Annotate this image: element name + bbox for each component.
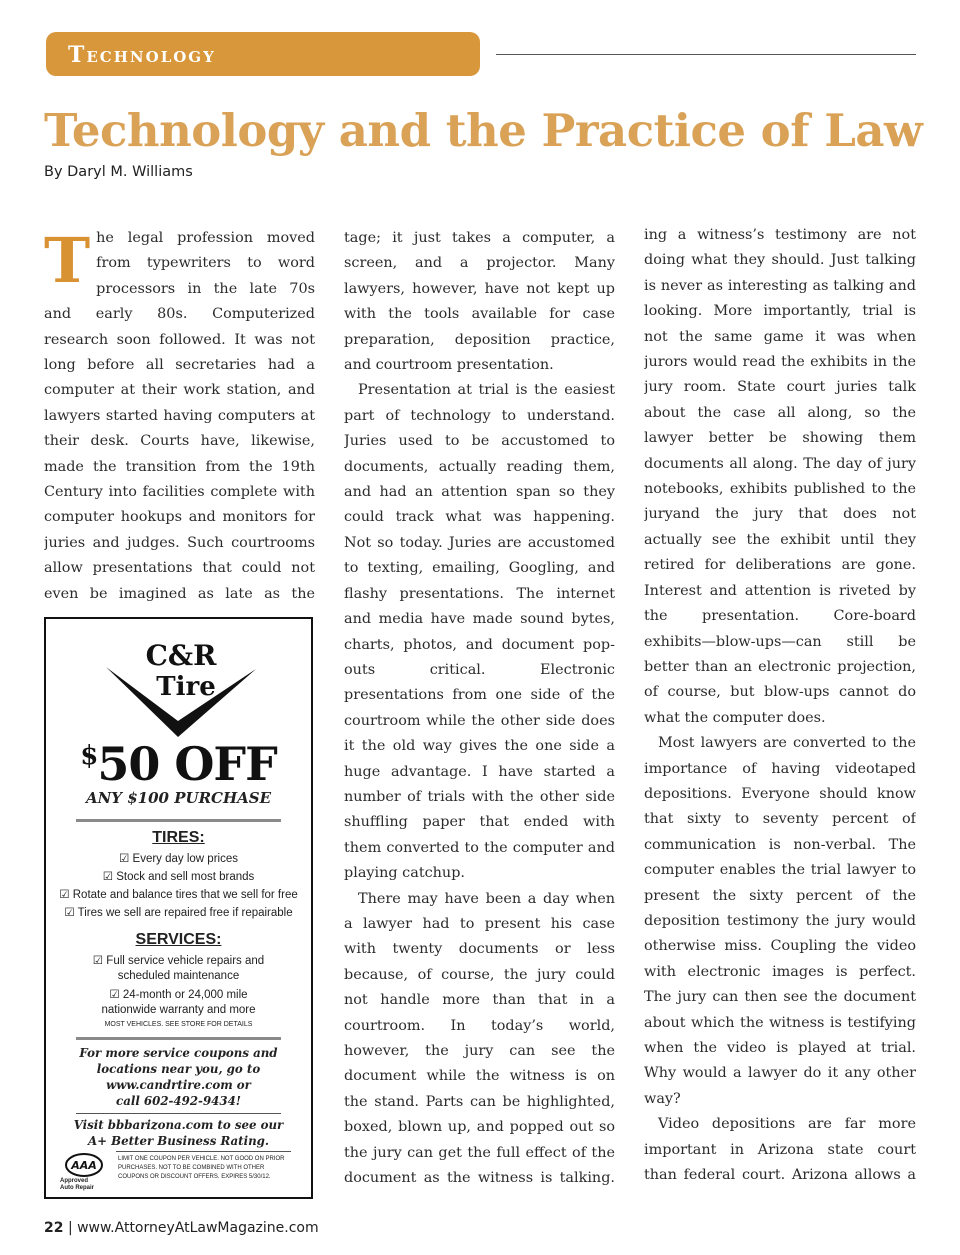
fine-print-line: LIMIT ONE COUPON PER VEHICLE. NOT GOOD ON PRIOR	[118, 1156, 285, 1162]
article-paragraph: Most lawyers are converted to the importance of having videotaped depositions. Everyone should know that sixty to seventy percent of communication is non-verbal. The computer enables the trial lawyer to present the sixty percent of the deposition testimony the jury would otherwise miss. Coupling the video with electronic images is perfect. The jury can then see the document about which the witness is testifying when the video is played at trial. Why would a lawyer do it any other way?	[644, 735, 916, 1107]
footer-url[interactable]: www.AttorneyAtLawMagazine.com	[77, 1220, 319, 1236]
list-item: ☑ Tires we sell are repaired free if repairable	[64, 907, 293, 919]
fine-print-line: PURCHASES. NOT TO BE COMBINED WITH OTHER	[118, 1165, 265, 1171]
promo-link[interactable]: www.candrtire.com or	[106, 1078, 251, 1092]
brand-line-1: C&R	[145, 639, 217, 672]
article-column-3	[644, 223, 916, 1193]
divider	[116, 1151, 291, 1152]
article-byline: By Daryl M. Williams	[44, 164, 193, 180]
coupon-fine-print	[118, 1155, 293, 1182]
promo-phone[interactable]: call 602-492-9434!	[116, 1094, 241, 1108]
aaa-label-line: Approved	[60, 1178, 89, 1184]
divider	[76, 1113, 281, 1114]
section-tab	[46, 32, 480, 76]
services-fine-print: MOST VEHICLES. SEE STORE FOR DETAILS	[104, 1021, 253, 1028]
deal-subtext: ANY $100 PURCHASE	[85, 789, 272, 807]
deal-headline	[46, 737, 311, 791]
drop-cap: T	[44, 226, 91, 297]
fine-print-line: COUPONS OR DISCOUNT OFFERS. EXPIRES 5/30/12.	[118, 1174, 271, 1180]
article-column-1	[44, 226, 315, 606]
page-footer	[44, 1220, 319, 1236]
article-paragraph: There may have been a day when a lawyer had to present his case with twenty documents or less because, of course, the jury could not handle more than that in a courtroom. In today’s world, however, the jury can see the document while the witness is on the stand. Parts can be highlighted, boxed, blown up, and popped out so the jury can get the full effect of the document as the witness is talking.	[344, 890, 615, 1187]
services-header: SERVICES:	[135, 931, 222, 948]
bbb-line[interactable]: Visit bbbarizona.com to see our	[73, 1118, 284, 1132]
article-paragraph: Presentation at trial is the easiest part of technology to understand. Juries used to be accustomed to documents, actually reading them, and had an attention span so they could track what was happening. Not so today. Juries are accustomed to texting, emailing, Googling, and flashy presentations. The internet and media have made sound bytes, charts, photos, and document pop-outs critical. Electronic presentations from one side of the courtroom while the other side does it the old way gives the one side a huge advantage. I have started a number of trials with the other side shuffling paper that ended with them converted to the computer and playing catchup.	[344, 382, 615, 882]
article-paragraph: Video depositions are far more important in Arizona state court than federal court. Arizona allows a	[644, 1116, 916, 1184]
divider	[76, 819, 281, 822]
paragraph-text: he legal profession moved from typewriters to word processors in the late 70s and early 80s. Computerized research soon followed. It was not long before all secretaries had a computer at their work station, and lawyers started having computers at their desk. Courts have, likewise, made the transition from the 19th Century into facilities complete with computer hookups and monitors for juries and judges. Such courtrooms allow presentations that could not even be imagined as late as the	[44, 230, 315, 602]
deal-amount: 50 OFF	[97, 737, 277, 791]
article-title: Technology and the Practice of Law	[44, 104, 923, 157]
list-item: ☑ Stock and sell most brands	[102, 871, 255, 883]
page-number: 22	[44, 1220, 64, 1236]
list-item: ☑ Rotate and balance tires that we sell for free	[59, 889, 298, 901]
article-column-2	[344, 226, 615, 1196]
aaa-logo-text: AAA	[71, 1159, 97, 1172]
list-item: ☑ Every day low prices	[119, 853, 238, 865]
promo-line: locations near you, go to	[96, 1062, 261, 1076]
article-paragraph: tage; it just takes a computer, a screen, and a projector. Many lawyers, however, have not kept up with the tools available for case preparation, deposition practice, and courtroom presentation.	[344, 230, 615, 374]
article-paragraph: ing a witness’s testimony are not doing what they should. Just talking is never as interesting as talking and looking. More importantly, trial is not the same game it was when jurors would read the exhibits in the jury room. State court juries talk about the case all along, so the lawyer better be showing them documents all along. The day of jury notebooks, exhibits published to the juryand the jury that does not actually see the exhibit until they retired for deliberations are gone. Interest and attention is riveted by the presentation. Core-board exhibits—blow-ups—can still be better than an electronic projection, of course, but blow-ups cannot do what the computer does.	[644, 227, 916, 726]
divider	[76, 1037, 281, 1040]
list-item: ☑ Full service vehicle repairs and	[92, 955, 265, 967]
list-item: scheduled maintenance	[117, 970, 240, 982]
footer-separator: |	[67, 1220, 73, 1236]
brand-line-2: Tire	[156, 672, 216, 702]
tires-header: TIRES:	[152, 829, 205, 846]
list-item: nationwide warranty and more	[101, 1004, 256, 1016]
aaa-approved-label	[60, 1178, 94, 1192]
section-label: Technology	[68, 42, 216, 68]
promo-line: For more service coupons and	[79, 1046, 278, 1060]
article-paragraph	[44, 226, 315, 606]
advertisement-cr-tire[interactable]	[44, 617, 313, 1199]
list-item: ☑ 24-month or 24,000 mile	[109, 989, 248, 1001]
bbb-line: A+ Better Business Rating.	[87, 1134, 270, 1148]
aaa-label-line: Auto Repair	[60, 1185, 95, 1191]
cr-tire-logo	[106, 629, 256, 739]
deal-currency: $	[80, 741, 98, 771]
header-rule	[496, 54, 916, 55]
